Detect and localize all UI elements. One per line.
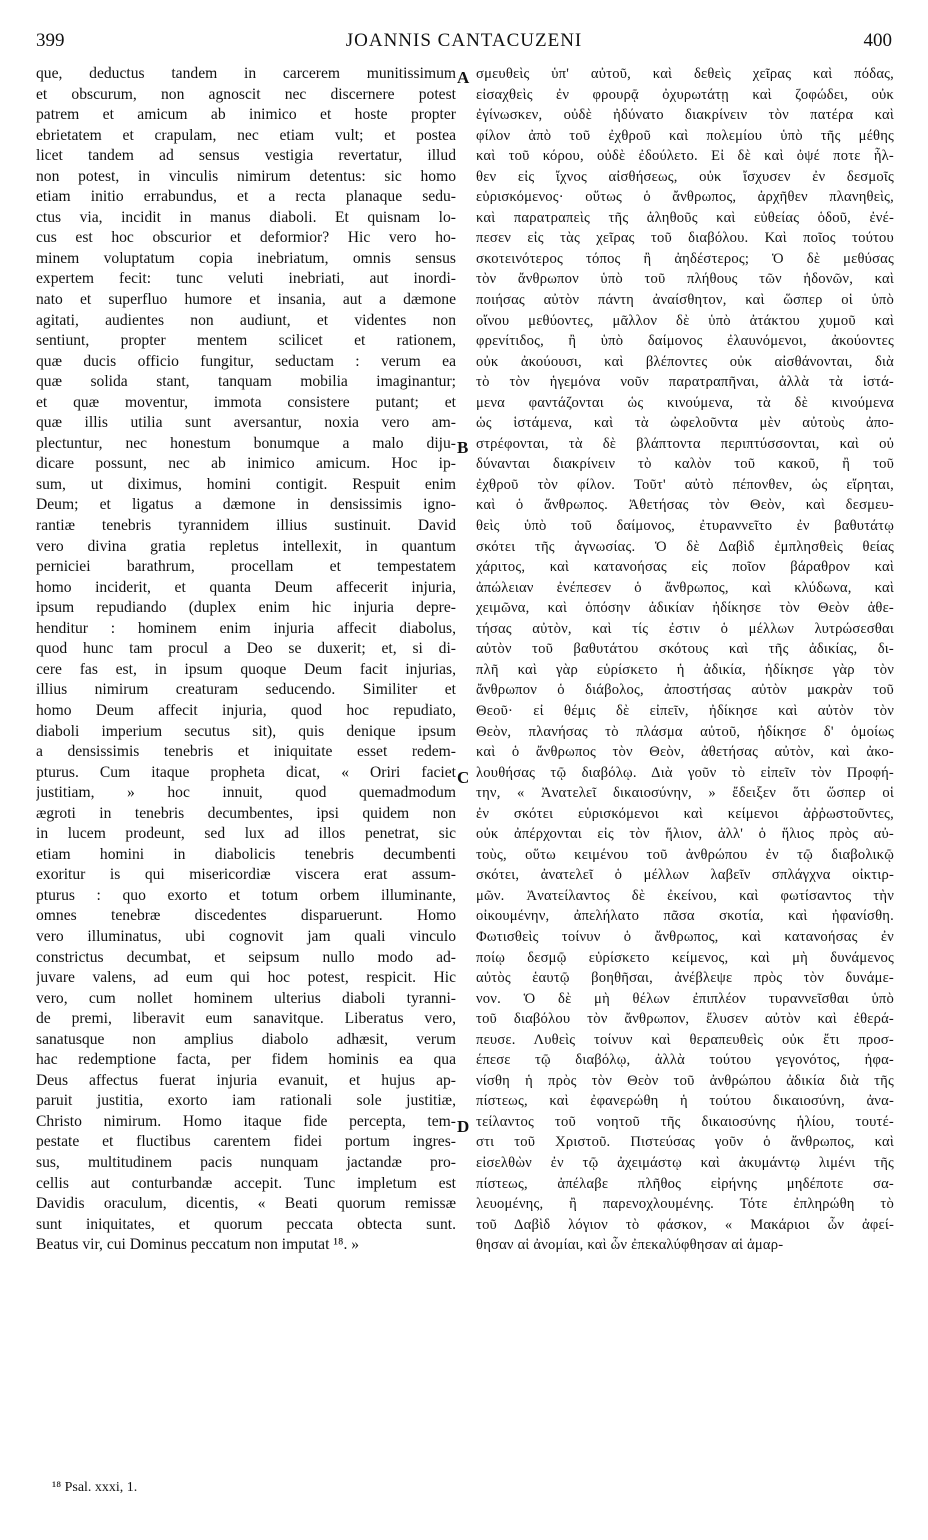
greek-line: τοὺς, οὕτω κειμένου τοῦ ἀνθρώπου ἐν τῷ διαβολικῷ <box>476 846 894 863</box>
greek-line: οἰκουμένην, ἀπελήλατο πᾶσα σκοτία, καὶ ἠφανίσθη. <box>476 908 894 925</box>
latin-line: diaboli imperium secutus sit), quis denique ipsum <box>36 722 456 740</box>
greek-line: πεσεν εἰς τὰς χεῖρας τοῦ διαβόλου. Καὶ ποῖος τούτου <box>476 230 894 247</box>
latin-line: constrictus decumbat, et seipsum nullo modo ad- <box>36 948 456 966</box>
latin-line: quæ solida stant, tanquam mobilia imaginantur; <box>36 373 456 391</box>
greek-line: Θεὸν, πλανήσας τὸ πλάσμα αὐτοῦ, ἠδίκησε δ' ὁμοίως <box>476 723 894 740</box>
greek-line: οὐκ ἀκούουσι, καὶ βλέποντες οὐκ αἰσθάνονται, διὰ <box>476 353 894 370</box>
latin-line: non potest, in vinculis nimirum detentus: sic homo <box>36 167 456 185</box>
greek-line: τοῦ διαβόλου τὸν ἄνθρωπον, ἔλυσεν αὐτὸν καὶ ἐθερά- <box>476 1011 894 1028</box>
latin-line: ægroti in tenebris decumbentes, ipsi quidem non <box>36 804 456 822</box>
latin-line: perniciei barathrum, procellam et tempestatem <box>36 558 456 576</box>
greek-line: εὑρισκόμενος· οὕτως ὁ ἄνθρωπος, ἀρχῆθεν πλανηθεὶς, <box>476 189 894 206</box>
greek-line: τείλαντος τοῦ νοητοῦ τῆς δικαιοσύνης ἡλίου, τουτέ- <box>476 1113 894 1130</box>
latin-line: etiam homini in diabolicis tenebris decumbenti <box>36 845 456 863</box>
greek-line: σκοτεινότερος τόπος ἢ ἀηδέστερος; Ὁ δὲ μεθύσας <box>476 250 894 267</box>
greek-line: μῶν. Ἀνατείλαντος δὲ ἐκείνου, καὶ φωτίσαντος τὴν <box>476 887 894 904</box>
margin-letter-d: D <box>457 1117 470 1136</box>
greek-line: καὶ παρατραπεὶς τῆς ἀληθοῦς καὶ εὐθείας ὁδοῦ, ἐνέ- <box>476 209 894 226</box>
latin-line: sus, multitudinem pacis nunquam jactandæ pro- <box>36 1153 456 1171</box>
latin-line: Deum; et ligatus a dæmone in densissimis igno- <box>36 496 456 514</box>
latin-line: Davidis oraculum, dicentis, « Beati quorum remissæ <box>36 1195 456 1213</box>
greek-line: στρέφονται, τὰ δὲ βλάπτοντα περιπτύσσονται, καὶ οὐ <box>476 435 894 452</box>
latin-line: et obscurum, non agnoscit nec discernere potest <box>36 85 456 103</box>
latin-line: quod hunc tam procul a Deo se duxerit; et, si di- <box>36 640 456 658</box>
latin-line: sum, ut diximus, homini contigit. Respuit enim <box>36 475 456 493</box>
latin-line: plectuntur, nec honestum bonumque a malo diju- <box>36 434 456 452</box>
greek-line: τήσας αὐτὸν, καὶ τίς ἐστιν ὁ μέλλων λυτρώσεσθαι <box>476 620 894 637</box>
latin-line: juvare valens, ad eum qui hoc potest, respicit. Hic <box>36 969 456 987</box>
greek-line: εἰσελθὼν ἐν τῷ ἀχειμάστῳ καὶ ἀκυμάντῳ λιμένι τῆς <box>476 1154 894 1171</box>
latin-line: de premi, liberavit eum sanavitque. Liberatus vero, <box>36 1010 456 1028</box>
greek-line: την, « Ἀνατελεῖ δικαιοσύνην, » ἔδειξεν ὅτι ὥσπερ οἱ <box>476 785 894 802</box>
greek-line: Θεοῦ· εἰ θέμις δὲ εἰπεῖν, ἠδίκησε καὶ αὐτὸν τὸν <box>476 702 894 719</box>
greek-line: θεν εἰς ἴχνος αἰσθήσεως, οὐκ ἴσχυσεν ἐν δεσμοῖς <box>476 168 894 185</box>
greek-line: καὶ τοῦ κόρου, οὐδὲ ἐδούλετο. Εἰ δὲ καὶ ὀψέ ποτε ἧλ- <box>476 148 894 165</box>
latin-line: sunt iniquitates, et quorum peccata obtecta sunt. <box>36 1215 456 1233</box>
latin-line: etiam initio errabundus, et a recta planaque sedu- <box>36 188 456 206</box>
greek-line: φρενίτιδος, ἢ ὑπὸ δαίμονος ἐλαυνόμενοι, ἀκούοντες <box>476 333 894 350</box>
page-number-right: 400 <box>863 30 892 51</box>
margin-letter-a: A <box>457 68 470 87</box>
latin-line: dicare possunt, nec ab inimico amicum. Hoc ip- <box>36 455 456 473</box>
greek-column <box>476 64 894 1256</box>
latin-line: vero divina gratia repletus intellexit, in quantum <box>36 537 456 555</box>
greek-line: τὸν ἄνθρωπον ὑπὸ τοῦ πλήθους τῶν ἡδονῶν, καὶ <box>476 271 894 288</box>
margin-letter-c: C <box>457 768 470 787</box>
latin-line: vero, cum nollet hominem ulterius diaboli tyranni- <box>36 989 456 1007</box>
greek-line: στι τοῦ Χριστοῦ. Πιστεύσας γοῦν ὁ ἄνθρωπος, καὶ <box>476 1134 894 1151</box>
latin-line: Christo nimirum. Homo itaque fide percepta, tem- <box>36 1112 456 1130</box>
greek-line: πίστεως, καὶ ἐφανερώθη ἡ τούτου δικαιοσύνη, ἀνα- <box>476 1093 894 1110</box>
latin-line: pestate et fluctibus carentem fidei portum ingres- <box>36 1133 456 1151</box>
greek-line: λουθήσας τῷ διαβόλῳ. Διὰ γοῦν τὸ εἰπεῖν τὸν Προφή- <box>476 764 894 781</box>
latin-line: cus est hoc obscurior et deformior? Hic vero ho- <box>36 229 456 247</box>
latin-line: licet tandem ad sensus vestigia revertatur, illud <box>36 147 456 165</box>
greek-line: εἰσαχθεὶς ἐν φρουρᾷ ὀχυρωτάτῃ καὶ ζοφώδει, οὐκ <box>476 86 894 103</box>
greek-line: σκότει τῆς ἀγνωσίας. Ὁ δὲ Δαβὶδ ἐμπλησθεὶς θείας <box>476 538 894 555</box>
greek-line: πλῆ καὶ γὰρ εὑρίσκετο ἡ ἀδικία, ἠδίκησε γὰρ τὸν <box>476 661 894 678</box>
greek-line: τὸ τὸν ἡγεμόνα νοῦν παρατραπῆναι, ἀλλὰ τὰ ἱστά- <box>476 374 894 391</box>
latin-line: cere fas est, in ipsum quoque Deum facit injurias, <box>36 660 456 678</box>
greek-line: αὐτὸς ἑαυτῷ βοηθῆσαι, ἀνέβλεψε πρὸς τὸν δυνάμε- <box>476 970 894 987</box>
greek-line: καὶ ὁ ἄνθρωπος. Ἀθετήσας τὸν Θεὸν, καὶ δεσμευ- <box>476 497 894 514</box>
latin-line: rantiæ tenebris tyrannidem illius sustinuit. David <box>36 517 456 535</box>
latin-line: Beatus vir, cui Dominus peccatum non imputat ¹⁸. » <box>36 1236 360 1254</box>
latin-line: quæ illis utilia sunt aversantur, noxia vero am- <box>36 414 456 432</box>
latin-line: patrem et amicum ab inimico et hoste propter <box>36 106 456 124</box>
latin-line: in lucem prodeunt, sed lux ad illos penetrat, sic <box>36 825 456 843</box>
latin-line: homo Deum affecit injuria, quod hoc repudiato, <box>36 701 456 719</box>
latin-line: Deus affectus fuerat injuria evanuit, et hujus ap- <box>36 1071 456 1089</box>
greek-line: νίσθη ἡ πρὸς τὸν Θεὸν τοῦ ἀνθρώπου ἀδικία διὰ τῆς <box>476 1072 894 1089</box>
latin-line: ebrietatem et crapulam, nec etiam vult; et postea <box>36 126 456 144</box>
greek-line: δύνανται διακρίνειν τὸ καλὸν τοῦ κακοῦ, ἢ τοῦ <box>476 456 894 473</box>
greek-line: θεὶς ὑπὸ τοῦ δαίμονος, ἐτυραννεῖτο ἐν βαθυτάτῳ <box>476 518 894 535</box>
greek-line: ἐν σκότει εὑρισκόμενοι καὶ κείμενοι ἀῤῥωστοῦντες, <box>476 805 894 822</box>
latin-line: homo inciderit, et quanta Deum affecerit injuria, <box>36 578 456 596</box>
greek-line: Φωτισθεὶς τοίνυν ὁ ἄνθρωπος, καὶ κατανοήσας ἐν <box>476 928 894 945</box>
page-header <box>36 30 892 60</box>
latin-line: sentiunt, propter mentem scilicet et rationem, <box>36 332 456 350</box>
greek-line: σμευθεὶς ὑπ' αὐτοῦ, καὶ δεθεὶς χεῖρας καὶ πόδας, <box>476 66 894 82</box>
latin-line: a densissimis tenebris et iniquitate esset redem- <box>36 743 456 761</box>
greek-line: λευομένης, ἢ παρενοχλουμένης. Τότε ἐπληρώθη τὸ <box>476 1196 894 1213</box>
greek-line: ἐγίνωσκεν, οὐδὲ ἠδύνατο διακρίνειν τὸν πατέρα καὶ <box>476 107 894 124</box>
footnote: ¹⁸ Psal. xxxi, 1. <box>52 1480 138 1495</box>
greek-line: νον. Ὁ δὲ μὴ θέλων ἐπιπλέον τυραννεῖσθαι ὑπὸ <box>476 990 894 1007</box>
latin-column <box>36 64 456 1256</box>
latin-line: exoritur is qui misericordiæ viscera erat assum- <box>36 866 456 884</box>
latin-line: pturus. Cum itaque propheta dicat, « Oriri faciet <box>36 763 456 781</box>
latin-line: cellis aut conturbandæ accepit. Tunc impletum est <box>36 1174 456 1192</box>
greek-line: φίλον ἀπὸ τοῦ ἐχθροῦ καὶ πολεμίου ὑπὸ τῆς μέθης <box>476 127 894 144</box>
latin-line: ctus via, incidit in manus diaboli. Et quisnam lo- <box>36 208 456 226</box>
greek-line: ποίῳ δεσμῷ εὑρίσκετο κείμενος, καὶ μὴ δυνάμενος <box>476 949 894 966</box>
latin-line: minem voluptatum copia inebriatum, omnis sensus <box>36 249 456 267</box>
page-number-left: 399 <box>36 30 65 51</box>
latin-line: omnes tenebræ discedentes disparuerunt. Homo <box>36 907 456 925</box>
latin-line: hac redemptione facta, per fidem hominis ea qua <box>36 1051 456 1069</box>
latin-line: vero illuminatus, ubi cognovit jam quali vinculo <box>36 927 456 945</box>
greek-line: χάριτος, καὶ κατανοήσας εἰς ποῖον βάραθρον καὶ <box>476 559 894 576</box>
latin-line: paruit justitia, exorto iam rationali sole justitiæ, <box>36 1092 456 1110</box>
greek-line: οὐκ ἀπέρχονται εἰς τὸν ἥλιον, ἀλλ' ὁ ἥλιος πρὸς αὐ- <box>476 826 894 843</box>
margin-letter-b: B <box>457 438 469 457</box>
greek-line: έπεσε τῷ διαβόλῳ, ἀλλὰ τούτου γεγονότος, ἠφα- <box>476 1052 894 1069</box>
greek-line: πίστεως, ἀπέλαβε πλῆθος εἰρήνης μηδέποτε σα- <box>476 1175 894 1192</box>
greek-line: τοῦ Δαβὶδ λόγιον τὸ φάσκον, « Μακάριοι ὧν ἀφεί- <box>476 1216 894 1233</box>
greek-line: χειμῶνα, καὶ ὁπόσην ἀδικίαν ἠδίκησε τὸν Θεὸν ἀθε- <box>476 600 894 617</box>
greek-line: ὡς ἱστάμενα, καὶ τὰ ὠφελοῦντα μὲν αὐτοὺς ἀπο- <box>476 415 894 432</box>
latin-line: sanatusque non amplius diabolo adhæsit, verum <box>36 1030 456 1048</box>
greek-line: σκότει, ἀνατελεῖ ὁ μέλλων λαβεῖν σπλάγχνα οἰκτιρ- <box>476 867 894 884</box>
latin-line: ipsum repudiando (duplex enim hic injuria depre- <box>36 599 456 617</box>
latin-line: illius nimirum creaturam seducendo. Similiter et <box>36 681 456 699</box>
latin-line: justitiam, » hoc innuit, quod quemadmodum <box>36 784 456 802</box>
greek-line: ἐχθροῦ τὸν φίλον. Τοῦτ' αὐτὸ πέπονθεν, ὡς εἴρηται, <box>476 476 894 493</box>
greek-line: οἴνου μεθύοντες, μᾶλλον δὲ ὑπὸ ἀτάκτου χυμοῦ καὶ <box>476 312 894 329</box>
greek-line: μενα φαντάζονται ὡς κινούμενα, τὰ δὲ κινούμενα <box>476 394 894 411</box>
running-title: JOANNIS CANTACUZENI <box>345 30 583 51</box>
greek-line: καὶ ὁ ἄνθρωπος τὸν Θεὸν, ἀθετήσας αὐτὸν, καὶ ἀκο- <box>476 744 894 761</box>
latin-line: nato et superfluo humore et insania, aut a dæmone <box>36 291 456 309</box>
greek-line: ἄνθρωπον ὁ διάβολος, ἀποστήσας αὐτὸν μακρὰν τοῦ <box>476 682 894 699</box>
latin-line: pturus : quo exorto et totum orbem illuminante, <box>36 886 456 904</box>
latin-line: expertem fecit: tunc veluti inebriati, aut inordi- <box>36 270 456 288</box>
latin-line: et quæ moventur, immota consistere putant; et <box>36 393 456 411</box>
latin-line: que, deductus tandem in carcerem munitissimum <box>36 65 456 82</box>
greek-line: ποιήσας αὐτὸν πάντη ἀναίσθητον, καὶ ὥσπερ οἱ ὑπὸ <box>476 292 894 309</box>
latin-line: quæ ducis officio fungitur, seductam : verum ea <box>36 352 456 370</box>
latin-line: henditur : hominem enim injuria affecit diabolus, <box>36 619 456 637</box>
greek-line: αὐτὸν τοῦ βαθυτάτου σκότους καὶ τῆς ἀδικίας, δι- <box>476 641 894 658</box>
greek-line: ἀπώλειαν ἐνέπεσεν ὁ ἄνθρωπος, καὶ κλύδωνα, καὶ <box>476 579 894 596</box>
latin-line: agitati, audientes non audiunt, et videntes non <box>36 311 456 329</box>
greek-line: θησαν αἱ ἀνομίαι, καὶ ὧν ἐπεκαλύφθησαν αἱ ἁμαρ- <box>476 1237 784 1254</box>
greek-line: πευσε. Λυθεὶς τοίνυν καὶ θεραπευθεὶς οὐκ ἔτι προσ- <box>476 1031 894 1048</box>
